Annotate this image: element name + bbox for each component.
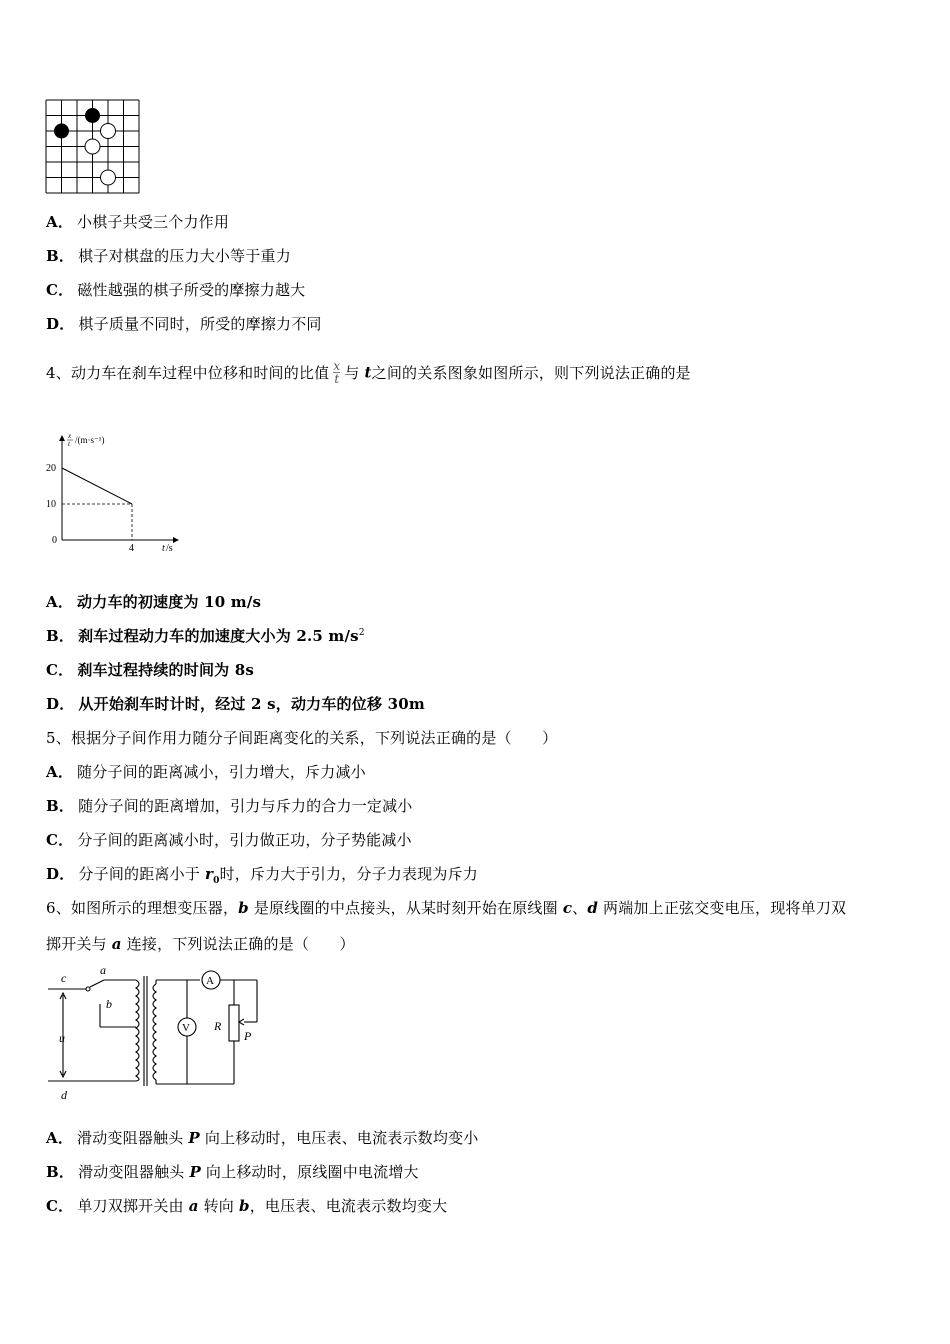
transformer-circuit [44, 962, 276, 1104]
terminal-c: c [61, 971, 67, 985]
q4-option-b: B． 刹车过程动力车的加速度大小为 2.5 $m/s^2$ [46, 627, 365, 645]
white-stone [101, 124, 116, 139]
svg-text:t: t [68, 440, 70, 448]
q3-option-a: A． 小棋子共受三个力作用 [46, 213, 230, 231]
tap-b: b [106, 997, 112, 1011]
switch-a: a [100, 963, 106, 977]
black-stone [54, 124, 69, 139]
q3-option-d: D． 棋子质量不同时，所受的摩擦力不同 [46, 315, 322, 333]
y-tick-20: 20 [46, 463, 56, 474]
x-axis-var: t [162, 543, 165, 554]
q3-option-c: C． 磁性越强的棋子所受的摩擦力越大 [46, 281, 306, 299]
q5-option-d: D． 分子间的距离小于 $r_0$时，斥力大于引力，分子力表现为斥力 [46, 865, 478, 886]
voltmeter-label: V [182, 1022, 190, 1034]
black-stone [85, 108, 100, 123]
q3-option-b: B． 棋子对棋盘的压力大小等于重力 [46, 247, 291, 265]
q5-option-b: B． 随分子间的距离增加，引力与斥力的合力一定减小 [46, 797, 413, 815]
q6-option-a: A． 滑动变阻器触头 P 向上移动时，电压表、电流表示数均变小 [46, 1129, 479, 1147]
white-stone [85, 139, 100, 154]
q6-stem-line1: 6、如图所示的理想变压器，b 是原线圈的中点接头，从某时刻开始在原线圈 c、d 两端加上正弦交变电压，现将单刀双 [46, 899, 847, 917]
resistor-label: R [214, 1019, 222, 1033]
q4-option-a: A． 动力车的初速度为 10 m/s [46, 593, 262, 611]
q6-option-b: B． 滑动变阻器触头 P 向上移动时，原线圈中电流增大 [46, 1163, 419, 1181]
y-tick-10: 10 [46, 499, 56, 510]
q4-option-d: D． 从开始刹车时计时，经过 2 s，动力车的位移 30m [46, 695, 425, 713]
go-board-figure [44, 98, 142, 196]
x-tick-4: 4 [129, 543, 134, 554]
y-axis-unit: /(m·s⁻¹) [75, 435, 105, 445]
terminal-d: d [61, 1088, 67, 1102]
voltage-u: u [59, 1031, 65, 1045]
white-stone [101, 170, 116, 185]
q6-stem-line2: 掷开关与 a 连接，下列说法正确的是（ ） [46, 935, 355, 953]
q5-option-a: A． 随分子间的距离减小，引力增大，斥力减小 [46, 763, 366, 781]
ammeter-label: A [206, 975, 214, 987]
svg-text:x: x [68, 432, 72, 440]
q6-option-c: C． 单刀双掷开关由 a 转向 b，电压表、电流表示数均变大 [46, 1197, 448, 1215]
x-over-t-fraction: $\frac{x}{t}$ [333, 359, 341, 386]
x-axis-unit: /s [166, 543, 173, 554]
q4-option-c: C． 刹车过程持续的时间为 8s [46, 661, 255, 679]
x-t-vs-t-graph [44, 430, 184, 560]
q5-stem: 5、根据分子间作用力随分子间距离变化的关系，下列说法正确的是（ ） [46, 729, 558, 747]
q4-stem: 4、动力车在刹车过程中位移和时间的比值 $\frac{x}{t}$ 与 t之间的关系图象如图所示，则下列说法正确的是 [46, 359, 691, 386]
slider-label: P [244, 1029, 252, 1043]
y-tick-0: 0 [52, 535, 57, 546]
graph-line [62, 468, 132, 504]
q5-option-c: C． 分子间的距离减小时，引力做正功，分子势能减小 [46, 831, 412, 849]
